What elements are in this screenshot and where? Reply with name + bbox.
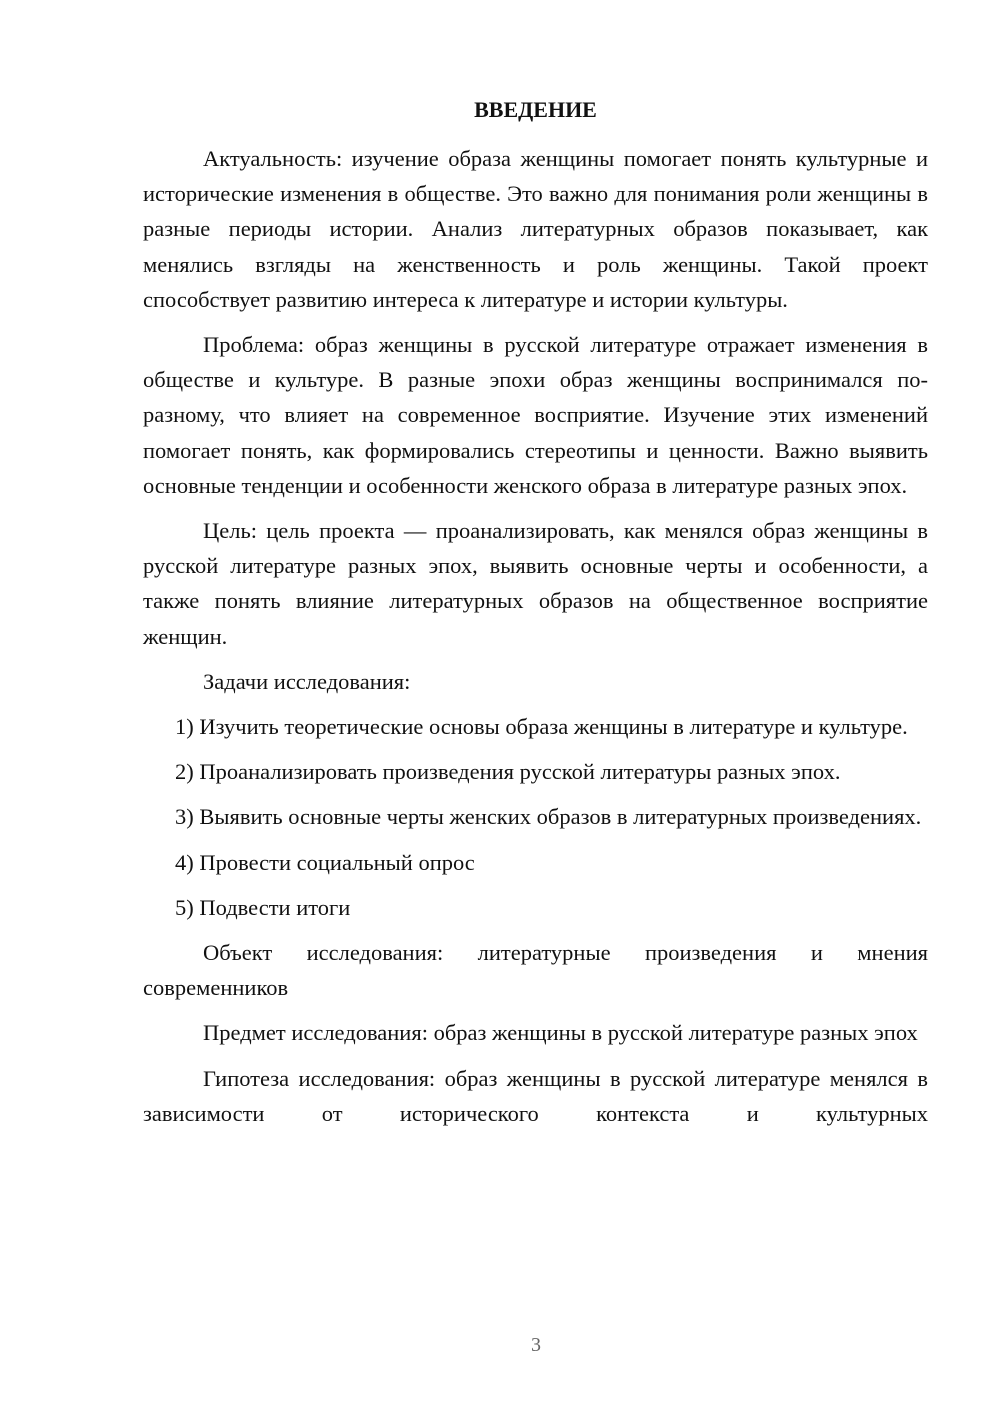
task-item-3: 3) Выявить основные черты женских образов в литературных произведениях. — [175, 804, 922, 830]
paragraph-relevance: Актуальность: изучение образа женщины помогает понять культурные и исторические изменения в обществе. Это важно для понимания роли женщины в разные периоды истории. Анализ литературных образов показывает, как менялись взгляды на женственность и роль женщины. Такой проект способствует развитию интереса к литературе и истории культуры. — [143, 146, 928, 312]
task-item-5: 5) Подвести итоги — [175, 894, 351, 920]
page-number: 3 — [531, 1334, 541, 1356]
section-title: ВВЕДЕНИЕ — [474, 97, 597, 122]
paragraph-goal: Цель: цель проекта — проанализировать, как менялся образ женщины в русской литературе разных эпох, выявить основные черты и особенности, а также понять влияние литературных образов на общественное восприятие женщин. — [143, 518, 928, 649]
task-item-2: 2) Проанализировать произведения русской литературы разных эпох. — [175, 759, 841, 785]
task-item-4: 4) Провести социальный опрос — [175, 849, 475, 875]
paragraph-tasks-heading: Задачи исследования: — [203, 668, 411, 694]
paragraph-hypothesis: Гипотеза исследования: образ женщины в русской литературе менялся в зависимости от исторического контекста и культурных — [143, 1065, 928, 1126]
task-item-1: 1) Изучить теоретические основы образа женщины в литературе и культуре. — [175, 714, 908, 740]
document-body — [143, 92, 928, 1141]
paragraph-problem: Проблема: образ женщины в русской литературе отражает изменения в обществе и культуре. В разные эпохи образ женщины воспринимался по-разному, что влияет на современное восприятие. Изучение этих изменений помогает понять, как формировались стереотипы и ценности. Важно выявить основные тенденции и особенности женского образа в литературе разных эпох. — [143, 332, 928, 498]
paragraph-subject: Предмет исследования: образ женщины в русской литературе разных эпох — [203, 1020, 918, 1046]
paragraph-object: Объект исследования: литературные произведения и мнения современников — [143, 940, 928, 1001]
